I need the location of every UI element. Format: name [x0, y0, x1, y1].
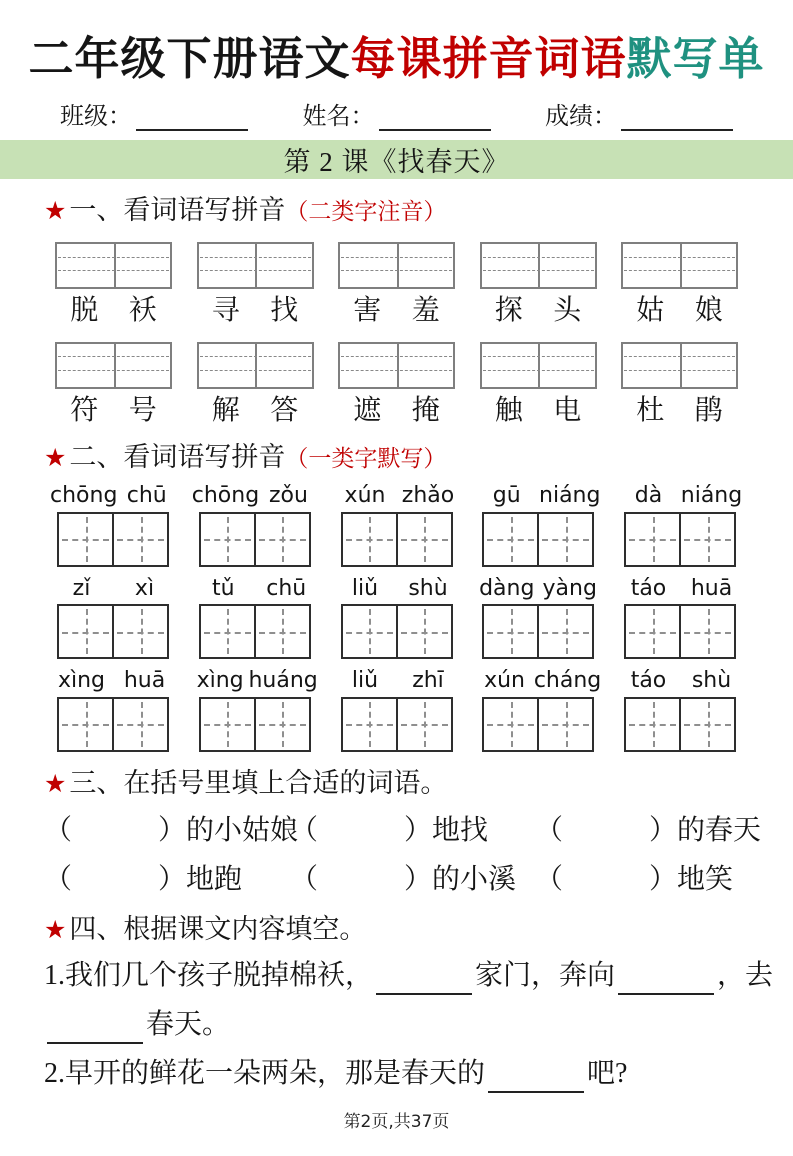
pinyin-cell	[617, 668, 743, 751]
pinyin-syllable: zhǎo	[401, 483, 455, 509]
guide-line	[397, 244, 399, 287]
fill-blank-line	[44, 957, 774, 995]
character: 羞	[411, 294, 440, 326]
pinyin-cell	[50, 576, 176, 659]
word-box-cell	[197, 342, 314, 427]
character-writing-square[interactable]	[624, 604, 681, 659]
character-writing-square[interactable]	[679, 512, 736, 567]
guide-line	[58, 270, 169, 271]
character-writing-square[interactable]	[57, 697, 114, 752]
pinyin-cell	[192, 668, 318, 751]
open-paren: （	[535, 863, 564, 895]
star-icon: ★	[44, 197, 67, 225]
sentence-text: 家门，奔向	[475, 960, 616, 992]
student-info-row	[0, 96, 793, 131]
word-label	[338, 296, 455, 327]
open-paren: （	[290, 863, 319, 895]
character: 脱	[70, 294, 99, 326]
bracket-fill-item	[290, 813, 535, 849]
guide-line	[255, 244, 257, 287]
close-paren: ）	[404, 863, 433, 895]
sentence-text: ，去	[717, 960, 774, 992]
character-grid-pair	[341, 512, 453, 567]
character: 触	[494, 394, 523, 426]
sentence-text: 2.早开的鲜花一朵两朵，那是春天的	[44, 1057, 486, 1089]
bracket-fill-item	[44, 813, 299, 849]
pinyin-syllable: shù	[691, 668, 732, 694]
fill-blank-line	[44, 1055, 749, 1093]
sentence-text: 1.我们几个孩子脱掉棉袄，	[44, 960, 374, 992]
close-paren: ）	[649, 814, 678, 846]
bracket-fill-item	[535, 862, 749, 898]
pinyin-syllable: niáng	[539, 483, 601, 509]
guide-line	[200, 257, 311, 258]
pinyin-syllable: xún	[484, 668, 525, 694]
pinyin-syllable: chōng	[50, 483, 118, 509]
word-box-cell	[197, 242, 314, 327]
pinyin-syllable: tǔ	[211, 575, 235, 601]
open-paren: （	[535, 814, 564, 846]
section-three-header	[44, 767, 749, 800]
pinyin-syllable: cháng	[533, 668, 602, 694]
answer-blank[interactable]	[618, 969, 714, 996]
guide-line	[538, 344, 540, 387]
character-writing-square[interactable]	[482, 512, 539, 567]
answer-blank[interactable]	[488, 1066, 584, 1093]
pinyin-syllable: zhī	[412, 668, 444, 694]
pinyin-cell	[192, 483, 318, 566]
lesson-banner	[0, 140, 793, 179]
star-icon: ★	[44, 445, 67, 473]
bracket-row	[0, 862, 793, 898]
class-label: 班级：	[60, 103, 132, 130]
pinyin-writing-box[interactable]	[338, 242, 455, 289]
pinyin-label	[475, 483, 601, 509]
pinyin-cell	[334, 668, 460, 751]
pinyin-writing-box[interactable]	[338, 342, 455, 389]
pinyin-cell	[475, 576, 601, 659]
page-title	[0, 34, 793, 86]
character-writing-square[interactable]	[341, 697, 398, 752]
character: 寻	[211, 294, 240, 326]
character-writing-square[interactable]	[482, 697, 539, 752]
character-writing-square[interactable]	[199, 697, 256, 752]
guide-line	[483, 257, 594, 258]
character-grid-pair	[624, 512, 736, 567]
pinyin-syllable: táo	[630, 668, 667, 694]
pinyin-syllable: zǒu	[268, 483, 308, 509]
class-field	[60, 96, 248, 131]
guide-line	[624, 270, 735, 271]
pinyin-syllable: táo	[630, 575, 667, 601]
pinyin-cell-row	[0, 668, 793, 751]
pinyin-label	[50, 483, 176, 509]
name-label: 姓名：	[302, 103, 375, 130]
word-box-row	[0, 342, 793, 427]
character-writing-square[interactable]	[254, 697, 311, 752]
word-label	[197, 296, 314, 327]
word-box-cell	[621, 242, 738, 327]
pinyin-cell	[50, 668, 176, 751]
character-grid-pair	[199, 697, 311, 752]
character-grid-pair	[341, 604, 453, 659]
answer-blank[interactable]	[376, 969, 472, 996]
pinyin-cell	[334, 483, 460, 566]
word-box-cell	[55, 342, 172, 427]
word-label	[55, 396, 172, 427]
character-grid-pair	[341, 697, 453, 752]
pinyin-cell	[617, 576, 743, 659]
word-label	[621, 296, 738, 327]
character-grid-pair	[199, 604, 311, 659]
guide-line	[200, 356, 311, 357]
character: 杜	[636, 394, 665, 426]
worksheet-page	[0, 34, 793, 1156]
pinyin-syllable: yàng	[542, 575, 597, 601]
pinyin-syllable: huā	[690, 575, 733, 601]
character-writing-square[interactable]	[537, 697, 594, 752]
section-three-lines	[0, 813, 793, 899]
star-icon: ★	[44, 770, 67, 798]
character-writing-square[interactable]	[396, 512, 453, 567]
guide-line	[538, 244, 540, 287]
pinyin-label	[50, 668, 176, 694]
name-input-line[interactable]	[379, 105, 491, 131]
bracket-fill-item	[535, 813, 761, 849]
guide-line	[255, 344, 257, 387]
word-box-row	[0, 242, 793, 327]
character: 找	[270, 294, 299, 326]
guide-line	[58, 370, 169, 371]
word-label	[480, 296, 597, 327]
score-input-line[interactable]	[621, 105, 733, 131]
character-writing-square[interactable]	[341, 512, 398, 567]
pinyin-writing-box[interactable]	[55, 342, 172, 389]
section-two-note: （一类字默写）	[285, 446, 447, 472]
pinyin-syllable: chōng	[191, 483, 260, 509]
pinyin-cell	[475, 483, 601, 566]
pinyin-syllable: xìng	[57, 668, 106, 694]
character-grid-pair	[624, 697, 736, 752]
pinyin-syllable: chū	[266, 575, 307, 601]
pinyin-label	[334, 576, 460, 602]
pinyin-label	[617, 576, 743, 602]
character: 娘	[694, 294, 723, 326]
word-box-cell	[55, 242, 172, 327]
character: 鹃	[694, 394, 723, 426]
pinyin-syllable: xún	[344, 483, 386, 509]
guide-line	[680, 344, 682, 387]
word-box-cell	[338, 342, 455, 427]
title-part-teal: 默写单	[626, 34, 765, 84]
character-writing-square[interactable]	[199, 604, 256, 659]
character-grid-pair	[57, 604, 169, 659]
guide-line	[624, 356, 735, 357]
character-grid-pair	[482, 512, 594, 567]
pinyin-cell	[475, 668, 601, 751]
pinyin-cell	[192, 576, 318, 659]
pinyin-label	[192, 576, 318, 602]
guide-line	[200, 370, 311, 371]
sentence-text: 春天。	[146, 1009, 231, 1041]
pinyin-writing-box[interactable]	[197, 342, 314, 389]
section-one-header	[44, 194, 749, 227]
bracket-fill-item	[44, 862, 290, 898]
character-writing-square[interactable]	[624, 512, 681, 567]
word-label	[338, 396, 455, 427]
close-paren: ）	[649, 863, 678, 895]
page-number: 第2页,共37页	[343, 1112, 450, 1132]
guide-line	[114, 344, 116, 387]
character-writing-square[interactable]	[624, 697, 681, 752]
guide-line	[58, 356, 169, 357]
section-one-note: （二类字注音）	[285, 198, 447, 224]
pinyin-label	[617, 668, 743, 694]
character-writing-square[interactable]	[112, 697, 169, 752]
section-four-header	[44, 913, 749, 946]
character-writing-square[interactable]	[341, 604, 398, 659]
pinyin-syllable: dà	[634, 483, 663, 509]
pinyin-label	[475, 668, 601, 694]
pinyin-cell-row	[0, 483, 793, 566]
section-two-header	[44, 441, 749, 474]
pinyin-label	[475, 576, 601, 602]
pinyin-syllable: liǔ	[351, 575, 379, 601]
pinyin-syllable: xì	[134, 575, 155, 601]
pinyin-syllable: chū	[126, 483, 167, 509]
guide-line	[680, 244, 682, 287]
character: 号	[128, 394, 157, 426]
bracket-fill-item	[290, 862, 535, 898]
word-box-cell	[480, 242, 597, 327]
pinyin-label	[192, 668, 318, 694]
sentence-text: 吧?	[587, 1057, 628, 1089]
character-writing-square[interactable]	[679, 604, 736, 659]
pinyin-label	[334, 483, 460, 509]
bracket-tail-text: 地笑	[677, 863, 734, 895]
character: 掩	[411, 394, 440, 426]
character-grid-pair	[482, 697, 594, 752]
pinyin-writing-box[interactable]	[480, 242, 597, 289]
pinyin-syllable: huā	[123, 668, 166, 694]
pinyin-label	[334, 668, 460, 694]
close-paren: ）	[404, 814, 433, 846]
pinyin-syllable: huáng	[248, 668, 318, 694]
guide-line	[483, 370, 594, 371]
title-part-black: 二年级下册语文	[28, 34, 351, 84]
character-grid-pair	[482, 604, 594, 659]
word-label	[621, 396, 738, 427]
pinyin-syllable: niáng	[680, 483, 743, 509]
pinyin-writing-box[interactable]	[197, 242, 314, 289]
character-writing-square[interactable]	[254, 512, 311, 567]
class-input-line[interactable]	[136, 105, 248, 131]
character-writing-square[interactable]	[199, 512, 256, 567]
character-writing-square[interactable]	[482, 604, 539, 659]
section-three-title: 三、在括号里填上合适的词语。	[69, 767, 448, 798]
pinyin-cell	[50, 483, 176, 566]
character-writing-square[interactable]	[679, 697, 736, 752]
lesson-banner-title: 第 2 课《找春天》	[283, 146, 510, 177]
pinyin-cell-row	[0, 576, 793, 659]
guide-line	[483, 356, 594, 357]
pinyin-writing-box[interactable]	[480, 342, 597, 389]
fill-blank-line	[44, 1006, 749, 1044]
character-grid-pair	[199, 512, 311, 567]
character-writing-square[interactable]	[57, 512, 114, 567]
close-paren: ）	[158, 814, 187, 846]
star-icon: ★	[44, 917, 67, 945]
character-writing-square[interactable]	[254, 604, 311, 659]
character-grid-pair	[57, 512, 169, 567]
section-one-grid	[0, 242, 793, 427]
section-four-lines	[0, 957, 793, 1092]
pinyin-syllable: zǐ	[72, 575, 91, 601]
guide-line	[341, 257, 452, 258]
character: 害	[353, 294, 382, 326]
title-part-red: 每课拼音词语	[350, 34, 627, 84]
pinyin-syllable: shù	[408, 575, 448, 601]
word-label	[197, 396, 314, 427]
close-paren: ）	[158, 863, 187, 895]
guide-line	[200, 270, 311, 271]
character-writing-square[interactable]	[112, 604, 169, 659]
word-box-cell	[621, 342, 738, 427]
pinyin-writing-box[interactable]	[55, 242, 172, 289]
word-box-cell	[338, 242, 455, 327]
character: 探	[494, 294, 523, 326]
character: 解	[211, 394, 240, 426]
guide-line	[341, 356, 452, 357]
bracket-tail-text: 的小姑娘	[186, 814, 299, 846]
word-box-cell	[480, 342, 597, 427]
word-label	[55, 296, 172, 327]
character-writing-square[interactable]	[537, 604, 594, 659]
open-paren: （	[290, 814, 319, 846]
guide-line	[624, 257, 735, 258]
answer-blank[interactable]	[47, 1017, 143, 1044]
section-one-title: 一、看词语写拼音	[69, 194, 286, 225]
bracket-row	[0, 813, 793, 849]
pinyin-label	[617, 483, 743, 509]
pinyin-syllable: xìng	[196, 668, 244, 694]
guide-line	[483, 270, 594, 271]
pinyin-syllable: liǔ	[351, 668, 379, 694]
character-writing-square[interactable]	[57, 604, 114, 659]
character: 袄	[128, 294, 157, 326]
pinyin-syllable: dàng	[479, 575, 535, 601]
character: 符	[70, 394, 99, 426]
pinyin-cell	[617, 483, 743, 566]
score-field	[545, 96, 733, 131]
bracket-tail-text: 地跑	[186, 863, 243, 895]
guide-line	[397, 344, 399, 387]
character-grid-pair	[57, 697, 169, 752]
section-two-grid	[0, 483, 793, 751]
character-writing-square[interactable]	[396, 604, 453, 659]
character: 遮	[353, 394, 382, 426]
guide-line	[341, 270, 452, 271]
pinyin-cell	[334, 576, 460, 659]
open-paren: （	[44, 814, 73, 846]
character: 电	[553, 394, 582, 426]
pinyin-writing-box[interactable]	[621, 342, 738, 389]
pinyin-label	[50, 576, 176, 602]
pinyin-label	[192, 483, 318, 509]
bracket-tail-text: 的小溪	[432, 863, 517, 895]
guide-line	[58, 257, 169, 258]
bracket-tail-text: 地找	[432, 814, 489, 846]
section-four-title: 四、根据课文内容填空。	[69, 914, 367, 945]
character: 姑	[636, 294, 665, 326]
name-field	[303, 96, 491, 131]
guide-line	[624, 370, 735, 371]
character-writing-square[interactable]	[396, 697, 453, 752]
open-paren: （	[44, 863, 73, 895]
character: 头	[553, 294, 582, 326]
score-label: 成绩：	[545, 103, 617, 130]
bracket-tail-text: 的春天	[677, 814, 762, 846]
character-writing-square[interactable]	[537, 512, 594, 567]
character-writing-square[interactable]	[112, 512, 169, 567]
pinyin-syllable: gū	[492, 483, 521, 509]
character: 答	[270, 394, 299, 426]
section-two-title: 二、看词语写拼音	[69, 442, 286, 473]
guide-line	[341, 370, 452, 371]
guide-line	[114, 244, 116, 287]
pinyin-writing-box[interactable]	[621, 242, 738, 289]
word-label	[480, 396, 597, 427]
character-grid-pair	[624, 604, 736, 659]
